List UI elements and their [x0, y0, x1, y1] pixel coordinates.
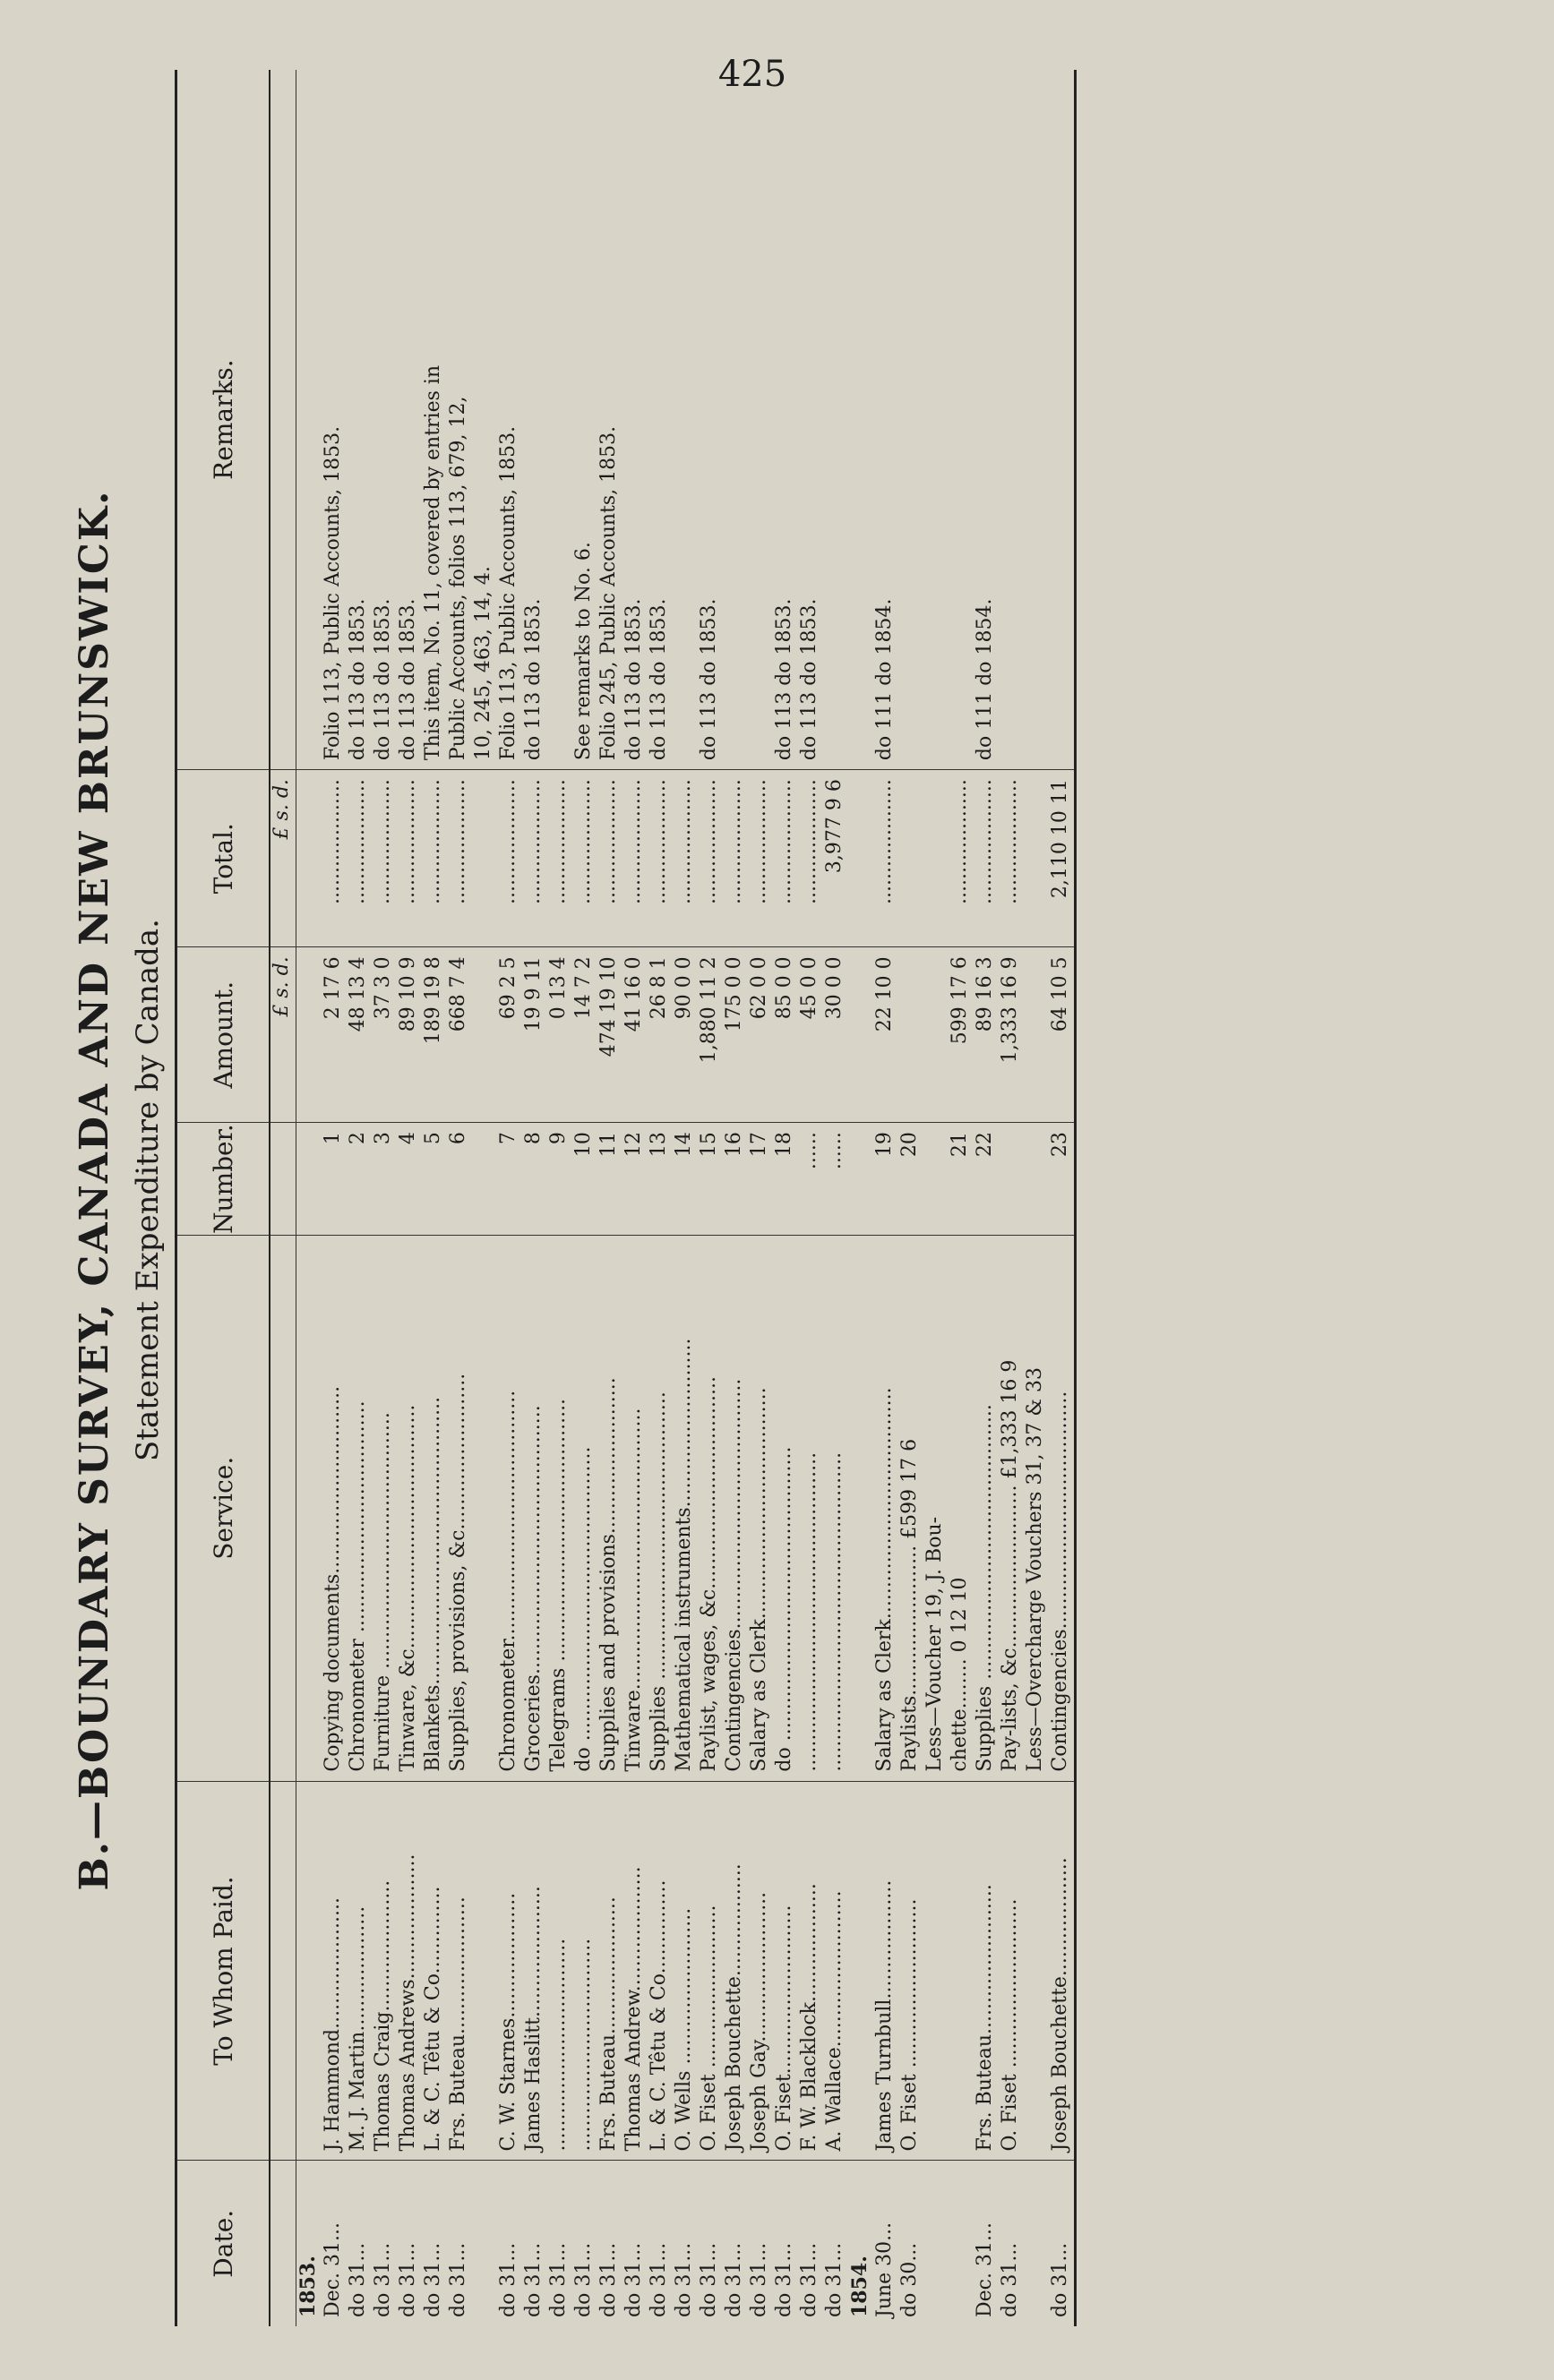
number-cell	[999, 1123, 1024, 1236]
service-cell: Furniture .........................................	[372, 1235, 397, 1781]
table-row	[773, 70, 798, 2326]
remarks-cell: See remarks to No. 6.	[572, 542, 595, 761]
total-cell: ....................	[447, 770, 472, 947]
payee-cell: A. Wallace.........................	[823, 1781, 848, 2161]
table-row	[798, 70, 823, 2326]
units-row	[270, 70, 296, 2326]
service-cell: Copying documents..............................	[322, 1235, 347, 1781]
remarks-cell: Folio 113, Public Accounts, 1853.	[497, 425, 519, 761]
date-cell: do 31...	[547, 2161, 572, 2326]
service-cell: Tinware.............................................	[622, 1235, 648, 1781]
date-cell: do 31...	[347, 2161, 372, 2326]
date-cell: do 31...	[698, 2161, 723, 2326]
total-cell: ....................	[748, 770, 773, 947]
table-row	[748, 70, 773, 2326]
empty-cell	[296, 1235, 322, 1781]
empty-cell	[296, 770, 322, 947]
amount-cell: 89 16 3	[974, 947, 999, 1123]
service-cell: Contingencies......................................	[1049, 1235, 1076, 1781]
payee-cell: Frs. Buteau......................	[597, 1781, 622, 2161]
number-cell: 4	[397, 1123, 422, 1236]
payee-cell: F. W. Blacklock...................	[798, 1781, 823, 2161]
date-cell: do 31...	[798, 2161, 823, 2326]
date-cell	[949, 2161, 974, 2326]
date-cell: do 31...	[622, 2161, 648, 2326]
service-cell: ...................................................	[823, 1235, 848, 1781]
table-row	[597, 70, 622, 2326]
total-cell: ....................	[773, 770, 798, 947]
table-row	[522, 70, 547, 2326]
amount-cell: 668 7 4	[447, 947, 472, 1123]
amount-cell: 22 10 0	[873, 947, 898, 1123]
table-row	[622, 70, 648, 2326]
payee-cell: Frs. Buteau......................	[447, 1781, 472, 2161]
table-row	[372, 70, 397, 2326]
total-units: £ s. d.	[270, 770, 296, 947]
table-row	[723, 70, 748, 2326]
total-cell: ....................	[949, 770, 974, 947]
page-number: 425	[717, 54, 787, 95]
remarks-cell	[848, 70, 873, 770]
date-cell: do 31...	[1049, 2161, 1076, 2326]
date-cell: do 31...	[372, 2161, 397, 2326]
service-cell: Supplies ............................................	[974, 1235, 999, 1781]
remarks-cell: do 113 do 1853.	[522, 598, 545, 761]
service-cell: Chronometer .....................................	[347, 1235, 372, 1781]
remarks-cell: 10, 245, 463, 14, 4.	[472, 566, 494, 761]
total-cell: ....................	[397, 770, 422, 947]
service-cell: Blankets..............................................	[422, 1235, 447, 1781]
date-cell: do 31...	[723, 2161, 748, 2326]
table-row	[949, 70, 974, 2326]
amount-cell: 62 0 0	[748, 947, 773, 1123]
remarks-cell	[923, 70, 949, 770]
payee-cell: Thomas Craig.....................	[372, 1781, 397, 2161]
service-cell: Telegrams ..........................................	[547, 1235, 572, 1781]
payee-cell	[923, 1781, 949, 2161]
amount-cell: 69 2 5	[497, 947, 522, 1123]
date-cell: do 31...	[447, 2161, 472, 2326]
date-cell: June 30...	[873, 2161, 898, 2326]
number-cell: 19	[873, 1123, 898, 1236]
amount-cell: 175 0 0	[723, 947, 748, 1123]
date-cell: do 31...	[522, 2161, 547, 2326]
amount-cell: 2 17 6	[322, 947, 347, 1123]
total-cell: ....................	[497, 770, 522, 947]
payee-cell: James Turnbull...................	[873, 1781, 898, 2161]
remarks-cell	[748, 70, 773, 770]
date-cell: do 31...	[497, 2161, 522, 2326]
remarks-cell	[999, 70, 1024, 770]
payee-cell: L. & C. Têtu & Co...............	[648, 1781, 673, 2161]
total-cell: ....................	[999, 770, 1024, 947]
service-cell: Supplies and provisions.........................	[597, 1235, 622, 1781]
total-cell: ....................	[422, 770, 447, 947]
table-row	[422, 70, 447, 2326]
empty-cell	[296, 1781, 322, 2161]
payee-cell	[1024, 1781, 1049, 2161]
date-cell: do 30...	[898, 2161, 923, 2326]
amount-cell	[472, 947, 497, 1123]
amount-cell: 64 10 5	[1049, 947, 1076, 1123]
date-cell: do 31...	[397, 2161, 422, 2326]
remarks-cell: do 113 do 1853.	[698, 598, 720, 761]
number-cell: 6	[447, 1123, 472, 1236]
number-cell: 10	[572, 1123, 597, 1236]
total-cell: ....................	[698, 770, 723, 947]
payee-cell: C. W. Starnes....................	[497, 1781, 522, 2161]
table-row	[648, 70, 673, 2326]
table-row	[999, 70, 1024, 2326]
table-row	[547, 70, 572, 2326]
remarks-cell: do 113 do 1853.	[372, 598, 394, 761]
number-cell: 5	[422, 1123, 447, 1236]
total-cell: ....................	[873, 770, 898, 947]
units-cell-empty	[270, 1235, 296, 1781]
units-cell-empty	[270, 1781, 296, 2161]
payee-cell: James Haslitt.....................	[522, 1781, 547, 2161]
number-cell	[848, 1123, 873, 1236]
payee-cell: Joseph Gay........................	[748, 1781, 773, 2161]
service-cell: Paylists........................ £599 17 6	[898, 1235, 923, 1781]
service-cell: Pay-lists, &c.......................... £1,333 16 9	[999, 1235, 1024, 1781]
service-cell: do ...............................................	[773, 1235, 798, 1781]
total-cell: ....................	[347, 770, 372, 947]
amount-cell: 90 0 0	[673, 947, 698, 1123]
amount-cell: 45 0 0	[798, 947, 823, 1123]
date-cell	[472, 2161, 497, 2326]
amount-units: £ s. d.	[270, 947, 296, 1123]
number-cell: 9	[547, 1123, 572, 1236]
table-row	[898, 70, 923, 2326]
amount-cell: 599 17 6	[949, 947, 974, 1123]
payee-cell: Joseph Bouchette...................	[1049, 1781, 1076, 2161]
date-cell: do 31...	[999, 2161, 1024, 2326]
amount-cell	[1024, 947, 1049, 1123]
title-block	[72, 0, 166, 2380]
service-cell: Salary as Clerk.....................................	[748, 1235, 773, 1781]
remarks-cell: do 113 do 1853.	[773, 598, 795, 761]
number-cell: 14	[673, 1123, 698, 1236]
total-cell: ....................	[547, 770, 572, 947]
number-cell: 23	[1049, 1123, 1076, 1236]
table-row	[322, 70, 347, 2326]
payee-cell: O. Wells .........................	[673, 1781, 698, 2161]
total-cell	[472, 770, 497, 947]
table-row	[974, 70, 999, 2326]
table-row	[673, 70, 698, 2326]
payee-cell	[949, 1781, 974, 2161]
number-cell: 15	[698, 1123, 723, 1236]
amount-cell	[923, 947, 949, 1123]
amount-cell: 19 9 11	[522, 947, 547, 1123]
total-cell: ....................	[723, 770, 748, 947]
service-cell: do ...............................................	[572, 1235, 597, 1781]
number-cell: 2	[347, 1123, 372, 1236]
number-cell: 1	[322, 1123, 347, 1236]
header-number: Number.	[176, 1123, 270, 1236]
header-total: Total.	[176, 770, 270, 947]
amount-cell	[848, 947, 873, 1123]
header-whom: To Whom Paid.	[176, 1781, 270, 2161]
year-row	[296, 70, 322, 2326]
amount-cell: 30 0 0	[823, 947, 848, 1123]
number-cell: 11	[597, 1123, 622, 1236]
units-cell-empty	[270, 2161, 296, 2326]
table-row	[572, 70, 597, 2326]
date-cell: do 31...	[673, 2161, 698, 2326]
table-row	[873, 70, 898, 2326]
amount-cell: 14 7 2	[572, 947, 597, 1123]
payee-cell: M. J. Martin....................	[347, 1781, 372, 2161]
remarks-cell: Folio 113, Public Accounts, 1853.	[322, 425, 344, 761]
document-title: B.—BOUNDARY SURVEY, CANADA AND NEW BRUNSWICK.	[72, 489, 117, 1891]
payee-cell: L. & C. Têtu & Co..............	[422, 1781, 447, 2161]
date-cell: Dec. 31...	[974, 2161, 999, 2326]
number-cell: ......	[823, 1123, 848, 1236]
amount-cell: 37 3 0	[372, 947, 397, 1123]
amount-cell: 89 10 9	[397, 947, 422, 1123]
number-cell: ......	[798, 1123, 823, 1236]
amount-cell: 474 19 10	[597, 947, 622, 1123]
amount-cell: 48 13 4	[347, 947, 372, 1123]
date-cell	[1024, 2161, 1049, 2326]
remarks-cell: Public Accounts, folios 113, 679, 12,	[447, 396, 469, 761]
service-cell: ...................................................	[798, 1235, 823, 1781]
remarks-cell: do 113 do 1853.	[798, 598, 820, 761]
total-cell: ....................	[673, 770, 698, 947]
payee-cell	[472, 1781, 497, 2161]
table-row	[497, 70, 522, 2326]
date-cell: do 31...	[823, 2161, 848, 2326]
table-row	[1024, 70, 1049, 2326]
amount-cell: 41 16 0	[622, 947, 648, 1123]
amount-cell: 26 8 1	[648, 947, 673, 1123]
total-cell: ....................	[372, 770, 397, 947]
remarks-cell	[898, 70, 923, 770]
table-row	[472, 70, 497, 2326]
total-cell: ....................	[522, 770, 547, 947]
amount-cell: 1,880 11 2	[698, 947, 723, 1123]
table-row	[823, 70, 848, 2326]
remarks-cell: do 113 do 1853.	[397, 598, 419, 761]
date-cell: do 31...	[597, 2161, 622, 2326]
remarks-cell	[547, 70, 572, 770]
amount-cell	[898, 947, 923, 1123]
payee-cell: O. Fiset ..........................	[698, 1781, 723, 2161]
remarks-cell	[723, 70, 748, 770]
header-remarks: Remarks.	[176, 70, 270, 770]
number-cell: 16	[723, 1123, 748, 1236]
table-row	[698, 70, 723, 2326]
total-cell: 2,110 10 11	[1049, 770, 1076, 947]
payee-cell: O. Fiset ...........................	[898, 1781, 923, 2161]
number-cell: 8	[522, 1123, 547, 1236]
payee-cell: ..................................	[572, 1781, 597, 2161]
number-cell: 18	[773, 1123, 798, 1236]
payee-cell: O. Fiset ...........................	[999, 1781, 1024, 2161]
total-cell: ....................	[572, 770, 597, 947]
service-cell: Paylist, wages, &c..................................	[698, 1235, 723, 1781]
service-cell: Salary as Clerk.....................................	[873, 1235, 898, 1781]
date-cell	[923, 2161, 949, 2326]
year-label: 1853.	[296, 2161, 322, 2326]
total-cell: ....................	[622, 770, 648, 947]
number-cell: 3	[372, 1123, 397, 1236]
amount-cell: 0 13 4	[547, 947, 572, 1123]
total-cell: ....................	[974, 770, 999, 947]
empty-cell	[296, 947, 322, 1123]
table-row	[347, 70, 372, 2326]
empty-cell	[296, 70, 322, 770]
total-cell: ....................	[597, 770, 622, 947]
payee-cell	[848, 1781, 873, 2161]
number-cell: 13	[648, 1123, 673, 1236]
remarks-cell	[949, 70, 974, 770]
expenditure-table	[175, 70, 1077, 2326]
table-body	[270, 70, 1076, 2326]
remarks-cell: Folio 245, Public Accounts, 1853.	[597, 425, 620, 761]
document-subtitle: Statement Expenditure by Canada.	[130, 919, 166, 1461]
remarks-cell	[823, 70, 848, 770]
service-cell: Chronometer........................................	[497, 1235, 522, 1781]
date-cell: do 31...	[422, 2161, 447, 2326]
payee-cell: O. Fiset...........................	[773, 1781, 798, 2161]
year-row	[848, 70, 873, 2326]
total-cell	[848, 770, 873, 947]
service-cell: Supplies ..............................................	[648, 1235, 673, 1781]
payee-cell: Thomas Andrew....................	[622, 1781, 648, 2161]
remarks-cell: do 113 do 1853.	[347, 598, 369, 761]
payee-cell: ..................................	[547, 1781, 572, 2161]
number-cell	[472, 1123, 497, 1236]
service-cell: Contingencies........................................	[723, 1235, 748, 1781]
number-cell: 22	[974, 1123, 999, 1236]
table-row	[1049, 70, 1076, 2326]
payee-cell: Frs. Buteau........................	[974, 1781, 999, 2161]
total-cell	[1024, 770, 1049, 947]
remarks-cell: do 111 do 1854.	[873, 598, 896, 761]
header-amount: Amount.	[176, 947, 270, 1123]
number-cell: 17	[748, 1123, 773, 1236]
number-cell: 20	[898, 1123, 923, 1236]
total-cell: ....................	[322, 770, 347, 947]
remarks-cell	[1049, 70, 1076, 770]
total-cell: ....................	[648, 770, 673, 947]
remarks-cell: do 113 do 1853.	[622, 598, 645, 761]
header-date: Date.	[176, 2161, 270, 2326]
amount-cell: 85 0 0	[773, 947, 798, 1123]
amount-cell: 1,333 16 9	[999, 947, 1024, 1123]
date-cell: Dec. 31...	[322, 2161, 347, 2326]
date-cell: do 31...	[773, 2161, 798, 2326]
service-cell: Supplies, provisions, &c.........................	[447, 1235, 472, 1781]
service-cell: Groceries...........................................	[522, 1235, 547, 1781]
payee-cell: J. Hammond.....................	[322, 1781, 347, 2161]
remarks-cell	[1024, 70, 1049, 770]
date-cell: 1854.	[848, 2161, 873, 2326]
service-cell: Mathematical instruments...........................	[673, 1235, 698, 1781]
number-cell: 7	[497, 1123, 522, 1236]
number-cell	[1024, 1123, 1049, 1236]
remarks-cell: This item, No. 11, covered by entries in	[422, 364, 444, 761]
number-cell	[923, 1123, 949, 1236]
date-cell: do 31...	[648, 2161, 673, 2326]
payee-cell: Joseph Bouchette..................	[723, 1781, 748, 2161]
payee-cell: Thomas Andrews....................	[397, 1781, 422, 2161]
units-cell-empty	[270, 1123, 296, 1236]
table-row	[923, 70, 949, 2326]
service-cell	[848, 1235, 873, 1781]
table-row	[397, 70, 422, 2326]
total-cell: 3,977 9 6	[823, 770, 848, 947]
remarks-cell: do 113 do 1853.	[648, 598, 670, 761]
date-cell: do 31...	[748, 2161, 773, 2326]
total-cell	[923, 770, 949, 947]
service-cell: chette........ 0 12 10	[949, 1235, 974, 1781]
total-cell	[898, 770, 923, 947]
total-cell: ....................	[798, 770, 823, 947]
header-service: Service.	[176, 1235, 270, 1781]
date-cell: do 31...	[572, 2161, 597, 2326]
table-row	[447, 70, 472, 2326]
remarks-cell: do 111 do 1854.	[974, 598, 996, 761]
service-cell: Less—Overcharge Vouchers 31, 37 & 33	[1024, 1235, 1049, 1781]
header-row	[176, 70, 270, 2326]
units-cell-empty	[270, 70, 296, 770]
service-cell: Less—Voucher 19, J. Bou-	[923, 1235, 949, 1781]
service-cell: Tinware, &c.......................................	[397, 1235, 422, 1781]
number-cell: 12	[622, 1123, 648, 1236]
service-cell	[472, 1235, 497, 1781]
number-cell: 21	[949, 1123, 974, 1236]
amount-cell: 189 19 8	[422, 947, 447, 1123]
remarks-cell	[673, 70, 698, 770]
empty-cell	[296, 1123, 322, 1236]
